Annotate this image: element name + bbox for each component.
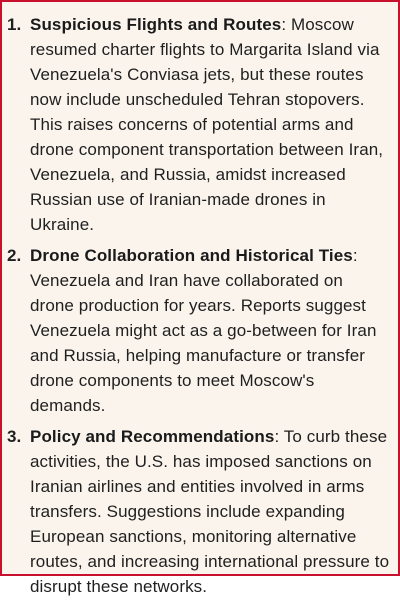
list-item-suspicious-flights	[2, 12, 398, 237]
list-item-title: Drone Collaboration and Historical Ties	[30, 246, 353, 265]
list-item-body: : Venezuela and Iran have collaborated on drone production for years. Reports suggest Venezuela might act as a go-between for Iran and Russia, helping manufacture or transfer drone components to meet Moscow's demands.	[30, 246, 377, 415]
list-item-body: : Moscow resumed charter flights to Margarita Island via Venezuela's Conviasa jets, but these routes now include unscheduled Tehran stopovers. This raises concerns of potential arms and drone component transportation between Iran, Venezuela, and Russia, amidst increased Russian use of Iranian-made drones in Ukraine.	[30, 15, 384, 234]
list-item-title: Suspicious Flights and Routes	[30, 15, 282, 34]
list-item-policy-recommendations	[2, 424, 398, 599]
list-number: 1.	[7, 15, 22, 34]
list-item-title: Policy and Recommendations	[30, 427, 275, 446]
list-item-text	[30, 424, 390, 599]
list-item-drone-collaboration	[2, 243, 398, 418]
list-number: 2.	[7, 246, 22, 265]
list-item-body: : To curb these activities, the U.S. has imposed sanctions on Iranian airlines and entities involved in arms transfers. Suggestions include expanding European sanctions, monitoring alternative routes, and increasing international pressure to disrupt these networks.	[30, 427, 390, 596]
numbered-list	[2, 12, 398, 599]
list-number: 3.	[7, 427, 22, 446]
list-item-text	[30, 243, 390, 418]
list-item-text	[30, 12, 390, 237]
numbered-list-container	[0, 12, 398, 605]
